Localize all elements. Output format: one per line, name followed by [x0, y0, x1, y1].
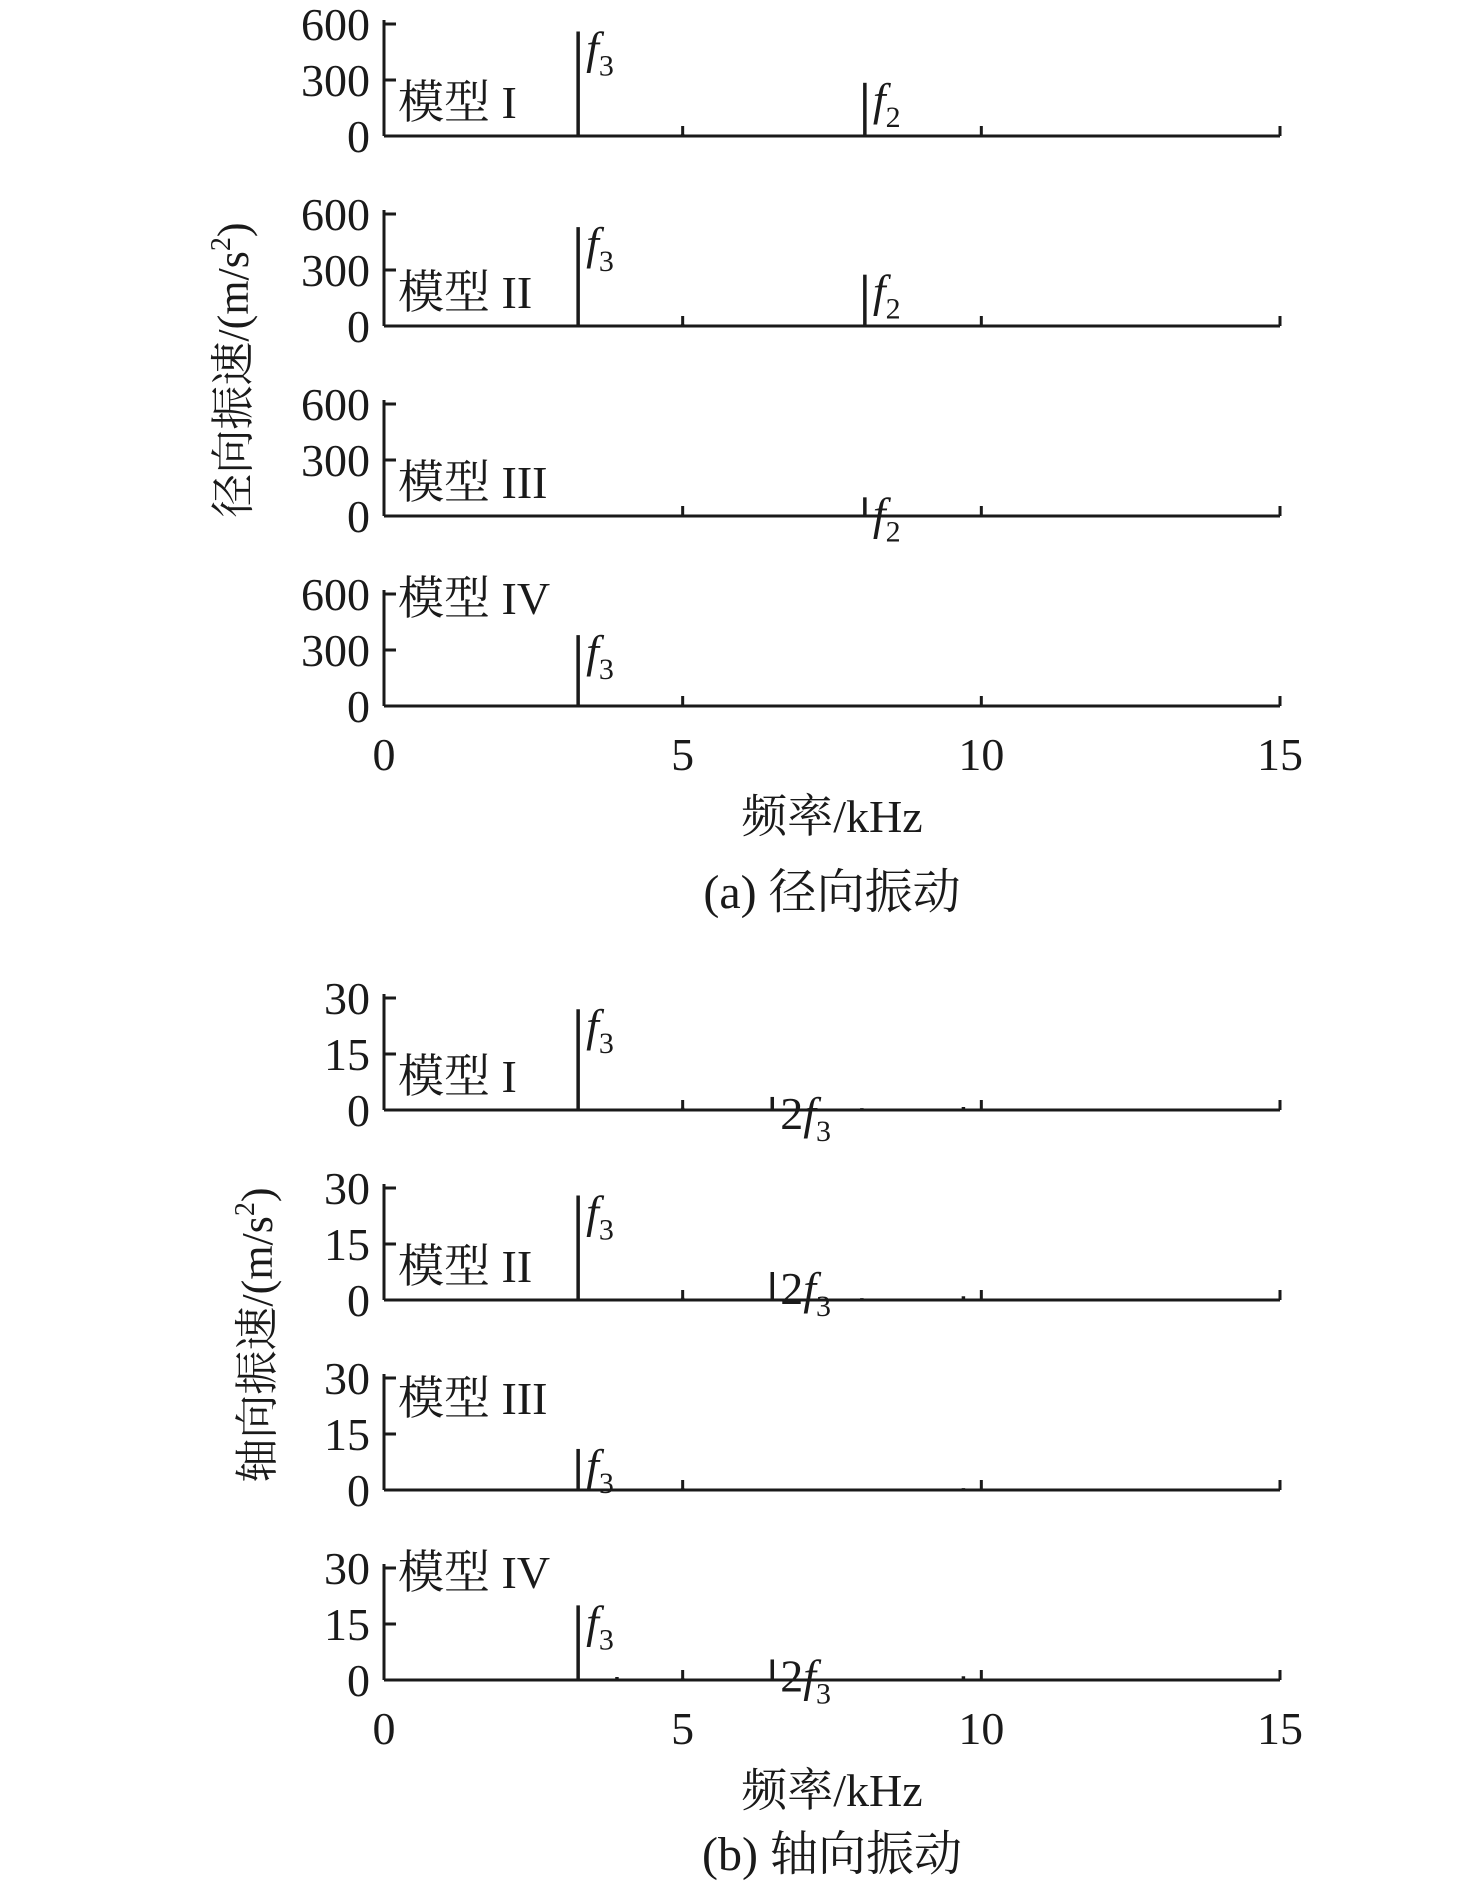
peak-annotation: [780, 1263, 831, 1323]
y-tick-label: 30: [324, 1353, 370, 1404]
y-axis-label-close: ): [209, 222, 258, 238]
peak-annotation: [780, 1088, 831, 1148]
y-axis-label-superscript: 2: [230, 1202, 261, 1217]
peak-annotation-subscript: 3: [598, 1623, 614, 1657]
peak-annotation-subscript: 3: [816, 1677, 832, 1711]
panel-caption: (b) 轴向振动: [702, 1828, 962, 1881]
y-tick-label: 15: [324, 1599, 370, 1650]
peak-annotation-symbol: f: [872, 265, 886, 317]
x-tick-label: 15: [1257, 1703, 1303, 1754]
x-axis-label: 频率/kHz: [741, 791, 923, 842]
y-tick-label: 600: [301, 0, 370, 50]
peak-annotation-subscript: 3: [598, 653, 614, 687]
y-axis-label: [230, 1187, 282, 1482]
peak-annotation-subscript: 2: [885, 100, 901, 134]
y-axis-label-main: 径向振速/(m/s: [209, 251, 258, 518]
y-tick-label: 30: [324, 973, 370, 1024]
peak-annotation-symbol: f: [803, 1650, 817, 1702]
subplot-3: [301, 379, 1280, 548]
peak-annotation: [586, 218, 614, 278]
y-tick-label: 0: [347, 1085, 370, 1136]
peak-annotation-symbol: f: [586, 218, 599, 270]
peak-annotation: [586, 626, 614, 686]
y-axis-label-superscript: 2: [206, 237, 237, 252]
x-tick-label: 5: [671, 1703, 695, 1754]
peak-annotation: [873, 74, 901, 134]
x-tick-label: 10: [958, 729, 1005, 780]
peak-annotation-symbol: f: [872, 73, 886, 125]
peak-annotation-symbol: f: [586, 1000, 599, 1052]
model-label: 模型 I: [398, 1051, 517, 1102]
model-label: 模型 III: [398, 1373, 548, 1424]
peak-annotation-symbol: f: [803, 1087, 817, 1139]
peak-annotation-symbol: f: [586, 626, 599, 678]
y-tick-label: 0: [347, 111, 370, 162]
peak-annotation: [586, 1440, 614, 1500]
y-tick-label: 600: [301, 379, 370, 430]
peak-annotation-subscript: 3: [816, 1290, 832, 1323]
peak-annotation-subscript: 3: [816, 1114, 832, 1148]
peak-annotation-subscript: 3: [598, 49, 614, 83]
y-axis-label: [206, 222, 258, 517]
subplot-2: [301, 189, 1280, 352]
peak-annotation: [586, 22, 614, 82]
model-label: 模型 IV: [398, 1547, 551, 1598]
peak-annotation-prefix: 2: [780, 1087, 804, 1139]
subplot-3: [324, 1353, 1280, 1516]
peak-annotation-subscript: 2: [885, 515, 901, 549]
peak-annotation-symbol: f: [586, 1596, 599, 1648]
peak-annotation-symbol: f: [586, 1439, 599, 1491]
subplot-1: [301, 0, 1280, 162]
y-tick-label: 600: [301, 569, 370, 620]
y-axis-label-close: ): [233, 1187, 282, 1203]
y-tick-label: 300: [301, 435, 370, 486]
peak-annotation-subscript: 3: [598, 245, 614, 279]
peak-annotation: [780, 1650, 831, 1710]
subplot-4: [301, 569, 1280, 732]
peak-annotation: [873, 488, 901, 548]
y-tick-label: 600: [301, 189, 370, 240]
y-tick-label: 300: [301, 55, 370, 106]
x-axis-label: 频率/kHz: [741, 1765, 923, 1816]
x-tick-label: 0: [372, 729, 396, 780]
panel-radial-vibration: [206, 0, 1303, 919]
peak-annotation-symbol: f: [803, 1263, 817, 1314]
x-tick-label: 5: [671, 729, 695, 780]
peak-annotation-symbol: f: [586, 22, 599, 74]
y-tick-label: 300: [301, 245, 370, 296]
peak-annotation-symbol: f: [872, 488, 886, 540]
model-label: 模型 II: [398, 267, 533, 318]
peak-annotation-prefix: 2: [780, 1263, 804, 1314]
y-tick-label: 15: [324, 1219, 370, 1270]
x-tick-label: 0: [372, 1703, 396, 1754]
peak-annotation-symbol: f: [586, 1186, 599, 1238]
model-label: 模型 IV: [398, 573, 551, 624]
y-tick-label: 300: [301, 625, 370, 676]
subplot-1: [324, 973, 1280, 1148]
peak-annotation-subscript: 3: [598, 1213, 614, 1247]
y-tick-label: 0: [347, 1655, 370, 1706]
peak-annotation: [586, 1000, 614, 1060]
y-tick-label: 15: [324, 1029, 370, 1080]
peak-annotation-prefix: 2: [780, 1650, 804, 1702]
model-label: 模型 III: [398, 457, 548, 508]
model-label: 模型 I: [398, 77, 517, 128]
y-tick-label: 0: [347, 1465, 370, 1516]
x-tick-label: 10: [958, 1703, 1005, 1754]
y-tick-label: 15: [324, 1409, 370, 1460]
y-tick-label: 0: [347, 301, 370, 352]
y-tick-label: 0: [347, 681, 370, 732]
y-tick-label: 0: [347, 491, 370, 542]
panel-caption: (a) 径向振动: [703, 866, 961, 919]
subplot-4: [324, 1543, 1280, 1710]
y-axis-label-main: 轴向振速/(m/s: [233, 1216, 282, 1483]
x-tick-label: 15: [1257, 729, 1303, 780]
peak-annotation: [873, 266, 901, 326]
subplot-2: [324, 1163, 1280, 1326]
peak-annotation-subscript: 3: [598, 1027, 614, 1061]
y-tick-label: 30: [324, 1543, 370, 1594]
y-tick-label: 30: [324, 1163, 370, 1214]
peak-annotation-subscript: 3: [598, 1466, 614, 1500]
peak-annotation: [586, 1186, 614, 1246]
peak-annotation: [586, 1596, 614, 1656]
panel-axial-vibration: [230, 973, 1303, 1881]
peak-annotation-subscript: 2: [885, 292, 901, 326]
model-label: 模型 II: [398, 1241, 533, 1292]
y-tick-label: 0: [347, 1275, 370, 1326]
